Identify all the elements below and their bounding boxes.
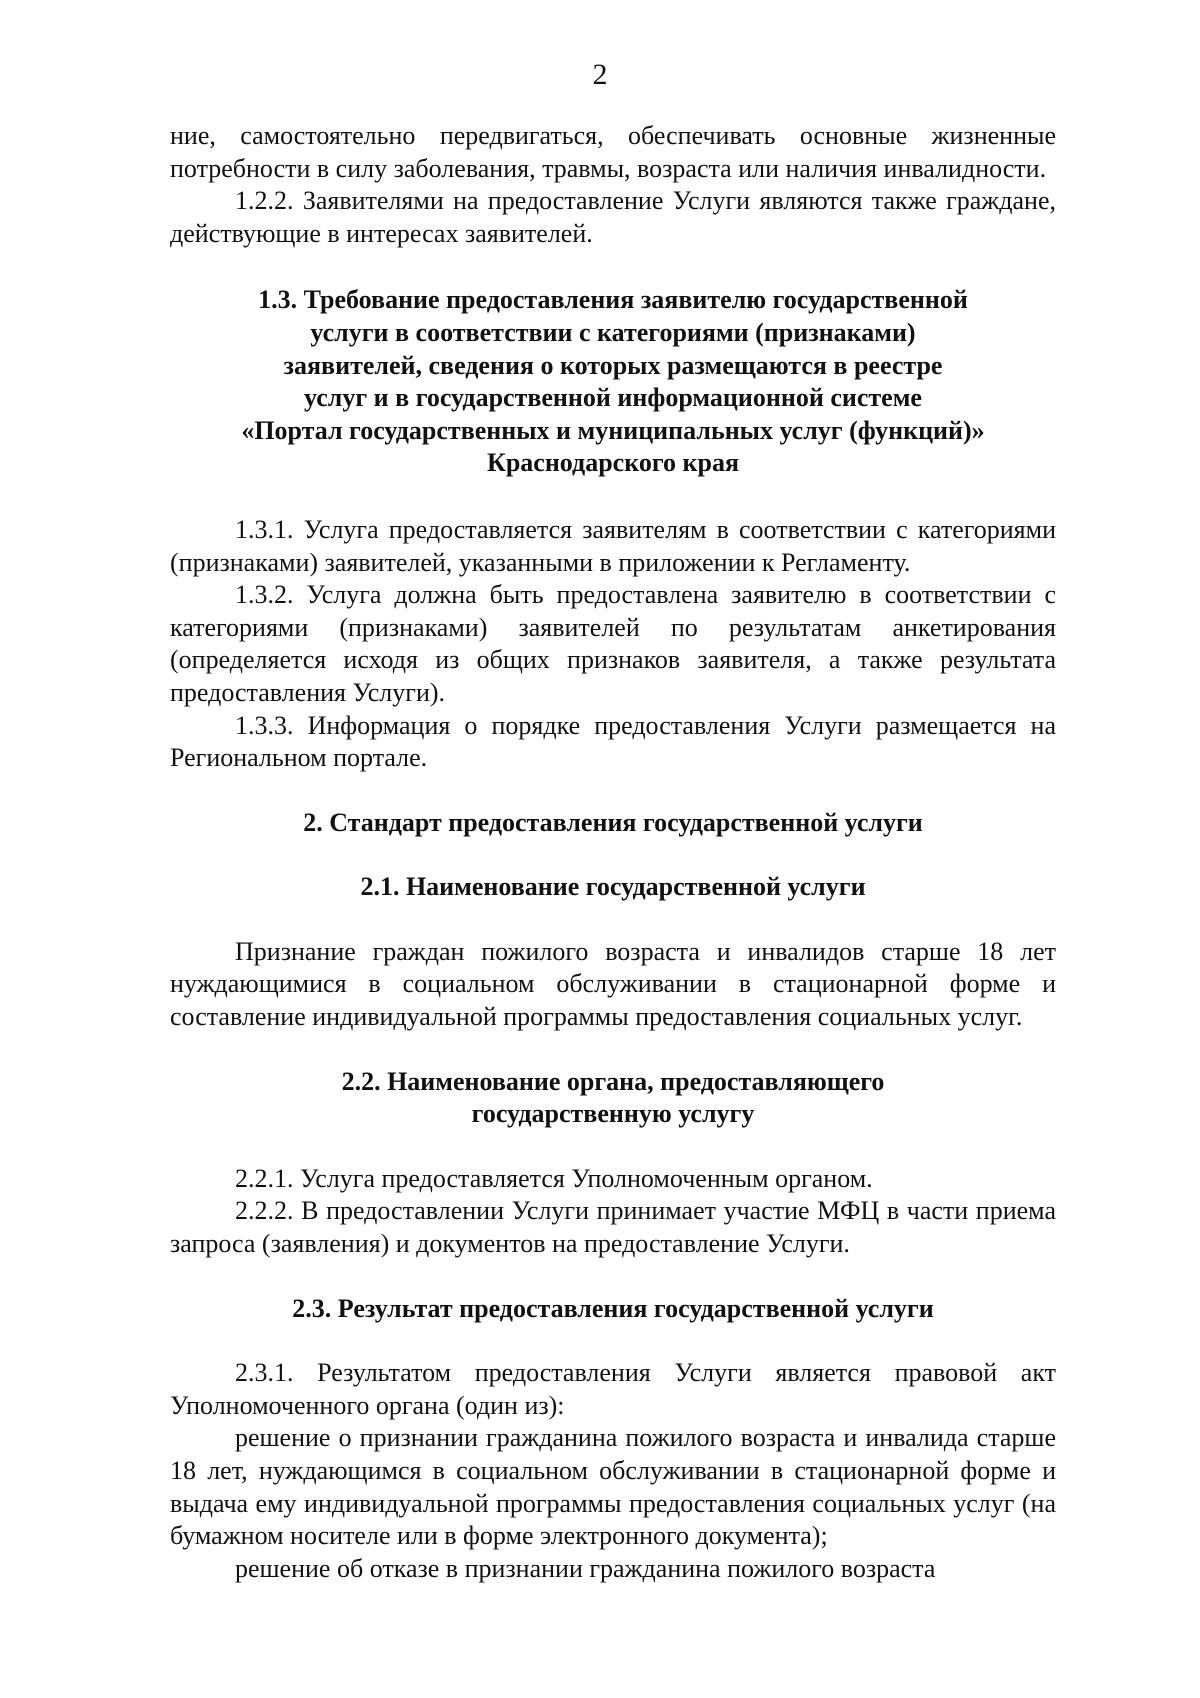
paragraph-2-3-1: 2.3.1. Результатом предоставления Услуги является правовой акт Уполномоченного органа (один из): bbox=[170, 1358, 1056, 1420]
heading-line: 2.2. Наименование органа, предоставляющего bbox=[341, 1066, 885, 1096]
paragraph-decision-approve: решение о признании гражданина пожилого возраста и инвалида старше 18 лет, нуждающимся в социальном обслуживании в стационарной форме и выдача ему индивидуальной программы предоставления социальных услуг (на бумажном носителе или в форме электронного документа); bbox=[170, 1423, 1056, 1551]
spacer bbox=[170, 1325, 1056, 1357]
heading-line: услуги в соответствии с категориями (признаками) bbox=[310, 317, 916, 347]
paragraph-1-3-1: 1.3.1. Услуга предоставляется заявителям в соответствии с категориями (признаками) заявителей, указанными в приложении к Регламенту. bbox=[170, 514, 1056, 577]
section-heading-2: 2. Стандарт предоставления государственной услуги bbox=[303, 807, 923, 837]
section-heading-1-3 bbox=[170, 284, 1056, 480]
section-heading-2-1: 2.1. Наименование государственной услуги bbox=[360, 872, 866, 902]
spacer bbox=[170, 1261, 1056, 1293]
spacer bbox=[170, 904, 1056, 936]
paragraph-continuation: ние, самостоятельно передвигаться, обеспечивать основные жизненные потребности в силу заболевания, травмы, возраста или наличия инвалидности. bbox=[170, 121, 1056, 183]
paragraph-2-2-2: 2.2.2. В предоставлении Услуги принимает участие МФЦ в части приема запроса (заявления) и документов на предоставление Услуги. bbox=[170, 1196, 1056, 1259]
heading-line: услуг и в государственной информационной системе bbox=[304, 383, 922, 413]
paragraph-service-name: Признание граждан пожилого возраста и инвалидов старше 18 лет нуждающимися в социальном обслуживании в стационарной форме и составление индивидуальной программы предоставления социальных услуг. bbox=[170, 936, 1056, 1032]
paragraph-1-3-2: 1.3.2. Услуга должна быть предоставлена заявителю в соответствии с категориями (признаками) заявителей по результатам анкетирования (определяется исходя из общих признаков заявителя, а также результата предоставления Услуги). bbox=[170, 580, 1056, 707]
paragraph-1-2-2: 1.2.2. Заявителями на предоставление Услуги являются также граждане, действующие в интересах заявителей. bbox=[170, 186, 1056, 248]
heading-line: Краснодарского края bbox=[486, 448, 740, 478]
spacer bbox=[170, 839, 1056, 871]
spacer bbox=[170, 775, 1056, 807]
spacer bbox=[170, 250, 1056, 284]
spacer bbox=[170, 1034, 1056, 1066]
section-heading-2-3: 2.3. Результат предоставления государственной услуги bbox=[292, 1293, 934, 1323]
page-number: 2 bbox=[592, 58, 608, 91]
paragraph-decision-refuse: решение об отказе в признании гражданина пожилого возраста bbox=[235, 1553, 936, 1583]
document-body bbox=[170, 120, 1056, 1585]
spacer bbox=[170, 1131, 1056, 1163]
spacer bbox=[170, 480, 1056, 514]
paragraph-2-2-1: 2.2.1. Услуга предоставляется Уполномоченным органом. bbox=[235, 1163, 873, 1193]
heading-line: государственную услугу bbox=[471, 1099, 755, 1129]
heading-line: 1.3. Требование предоставления заявителю государственной bbox=[258, 285, 968, 315]
heading-line: заявителей, сведения о которых размещаются в реестре bbox=[283, 350, 943, 380]
heading-line: «Портал государственных и муниципальных услуг (функций)» bbox=[241, 415, 985, 445]
section-heading-2-2 bbox=[170, 1066, 1056, 1131]
paragraph-1-3-3: 1.3.3. Информация о порядке предоставления Услуги размещается на Региональном портале. bbox=[170, 710, 1056, 773]
